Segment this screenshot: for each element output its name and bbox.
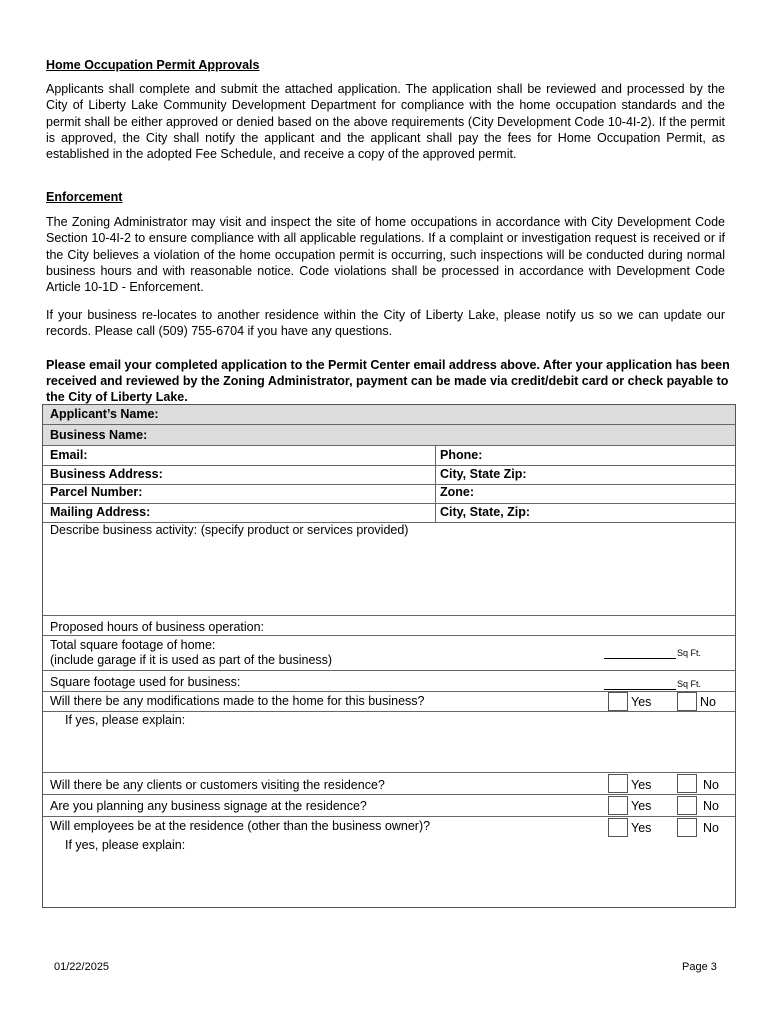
employees-yes-checkbox[interactable] bbox=[608, 818, 628, 837]
clients-no-label: No bbox=[703, 778, 719, 792]
mailing-address-label: Mailing Address: bbox=[50, 505, 151, 519]
enforcement-paragraph: The Zoning Administrator may visit and inspect the site of home occupations in accordance with City Development Code Section 10-4I-2 to ensure compliance with all applicable regulations. If a complaint or investigation request is received or if the City believes a violation of the home occupation permit is occurring, such inspections will be conducted during normal business hours and with reasonable notice. Code violations shall be processed in accordance with Development Code Article 10-1D - Enforcement. bbox=[46, 215, 725, 295]
footer-page-number: Page 3 bbox=[682, 961, 717, 973]
clients-yes-label: Yes bbox=[631, 778, 652, 792]
signage-question: Are you planning any business signage at the residence? bbox=[50, 799, 367, 813]
employees-explain-label: If yes, please explain: bbox=[65, 838, 186, 852]
email-instructions: Please email your completed application to the Permit Center email address above. After your application has been received and reviewed by the Zoning Administrator, payment can be made via credit/debit card or check payable to the City of Liberty Lake. bbox=[46, 358, 730, 404]
modifications-explain-label: If yes, please explain: bbox=[65, 713, 186, 727]
signage-yes-checkbox[interactable] bbox=[608, 796, 628, 815]
modifications-yes-checkbox[interactable] bbox=[608, 692, 628, 711]
mailing-city-state-zip-label: City, State, Zip: bbox=[440, 505, 531, 519]
hours-row[interactable] bbox=[43, 616, 735, 635]
hours-label: Proposed hours of business operation: bbox=[50, 620, 265, 634]
applicant-name-row[interactable] bbox=[43, 405, 735, 424]
business-address-row[interactable] bbox=[43, 466, 735, 484]
modifications-question: Will there be any modifications made to the home for this business? bbox=[50, 694, 425, 708]
business-name-row[interactable] bbox=[43, 425, 735, 445]
relocate-paragraph: If your business re-locates to another residence within the City of Liberty Lake, please notify us so we can update our records. Please call (509) 755-6704 if you have any questions. bbox=[46, 308, 725, 339]
footer-date: 01/22/2025 bbox=[54, 961, 110, 973]
email-label: Email: bbox=[50, 448, 88, 462]
signage-yes-label: Yes bbox=[631, 799, 652, 813]
clients-row bbox=[43, 773, 735, 794]
clients-no-checkbox[interactable] bbox=[677, 774, 697, 793]
employees-explain-field[interactable] bbox=[43, 838, 735, 907]
business-sqft-input-line[interactable] bbox=[604, 689, 676, 690]
approvals-paragraph: Applicants shall complete and submit the attached application. The application shall be reviewed and processed by the City of Liberty Lake Community Development Department for compliance with the home occupation standards and the permit shall be either approved or denied based on the above requirements (City Development Code 10-4I-2). If the permit is approved, the City shall notify the applicant and the applicant shall pay the fees for Home Occupation Permit, as established in the adopted Fee Schedule, and receive a copy of the approved permit. bbox=[46, 82, 725, 162]
parcel-row[interactable] bbox=[43, 485, 735, 503]
mailing-address-row[interactable] bbox=[43, 504, 735, 522]
modifications-no-label: No bbox=[700, 695, 716, 709]
signage-no-label: No bbox=[703, 799, 719, 813]
modifications-explain-field[interactable] bbox=[43, 712, 735, 772]
business-activity-label: Describe business activity: (specify product or services provided) bbox=[50, 523, 409, 537]
modifications-no-checkbox[interactable] bbox=[677, 692, 697, 711]
business-sqft-row[interactable] bbox=[43, 671, 735, 691]
employees-question: Will employees be at the residence (other than the business owner)? bbox=[50, 819, 431, 833]
total-sqft-row[interactable] bbox=[43, 636, 735, 670]
application-form bbox=[42, 404, 736, 908]
city-state-zip-label: City, State Zip: bbox=[440, 467, 527, 481]
applicant-name-label: Applicant’s Name: bbox=[50, 407, 159, 421]
signage-no-checkbox[interactable] bbox=[677, 796, 697, 815]
clients-question: Will there be any clients or customers visiting the residence? bbox=[50, 778, 385, 792]
employees-row bbox=[43, 817, 735, 838]
employees-no-checkbox[interactable] bbox=[677, 818, 697, 837]
business-name-label: Business Name: bbox=[50, 428, 148, 442]
clients-yes-checkbox[interactable] bbox=[608, 774, 628, 793]
employees-no-label: No bbox=[703, 821, 719, 835]
business-address-label: Business Address: bbox=[50, 467, 163, 481]
email-row[interactable] bbox=[43, 446, 735, 465]
total-sqft-input-line[interactable] bbox=[604, 658, 676, 659]
modifications-row bbox=[43, 692, 735, 711]
signage-row bbox=[43, 795, 735, 816]
total-sqft-unit: Sq Ft. bbox=[677, 648, 702, 658]
enforcement-heading: Enforcement bbox=[46, 190, 123, 204]
employees-yes-label: Yes bbox=[631, 821, 652, 835]
phone-label: Phone: bbox=[440, 448, 483, 462]
business-activity-field[interactable] bbox=[43, 523, 735, 615]
modifications-yes-label: Yes bbox=[631, 695, 652, 709]
business-sqft-label: Square footage used for business: bbox=[50, 675, 241, 689]
parcel-number-label: Parcel Number: bbox=[50, 485, 143, 499]
approvals-heading: Home Occupation Permit Approvals bbox=[46, 58, 260, 72]
business-sqft-unit: Sq Ft. bbox=[677, 679, 702, 689]
total-sqft-label-2: (include garage if it is used as part of the business) bbox=[50, 653, 333, 667]
zone-label: Zone: bbox=[440, 485, 475, 499]
total-sqft-label-1: Total square footage of home: bbox=[50, 638, 216, 652]
